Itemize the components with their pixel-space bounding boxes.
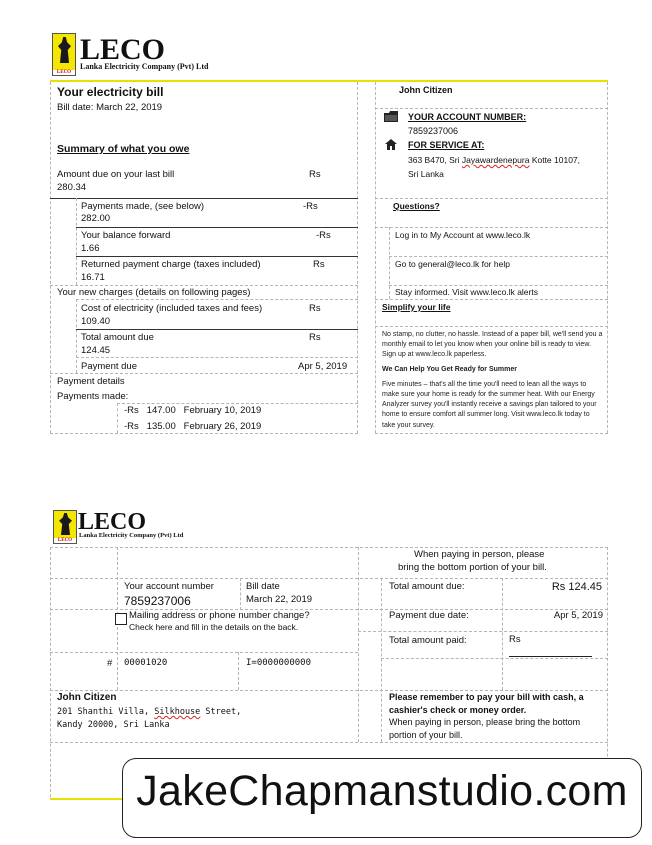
row-divider	[76, 329, 358, 330]
row-divider	[50, 285, 358, 286]
row-divider	[50, 742, 608, 743]
stub-address-part: 201 Shanthi Villa,	[57, 707, 155, 717]
stub-address-part: Street,	[200, 707, 242, 717]
cost-value: 109.40	[81, 316, 111, 327]
row-divider	[375, 326, 608, 327]
logo-label: LECO	[53, 70, 75, 75]
row-divider	[76, 299, 358, 300]
help-link-email[interactable]: Go to general@leco.lk for help	[395, 259, 510, 269]
service-address-part: Kotte 10107,	[529, 155, 581, 165]
stub-code-2: I=0000000000	[246, 658, 312, 668]
col-guide	[502, 578, 503, 690]
address-change-label: Mailing address or phone number change?	[129, 610, 310, 621]
simplify-heading: Simplify your life	[382, 302, 451, 312]
stub-code-1: 00001020	[124, 658, 168, 668]
stub-account-number: 7859237006	[124, 594, 191, 608]
payment-entry: -Rs 135.00 February 26, 2019	[124, 421, 262, 432]
col-guide	[358, 547, 359, 742]
last-bill-currency: Rs	[309, 169, 321, 180]
total-paid-input-line[interactable]	[509, 656, 592, 657]
stub-address-line-2: Kandy 20000, Sri Lanka	[57, 720, 170, 730]
folder-icon	[384, 111, 398, 125]
col-guide	[381, 578, 382, 742]
last-bill-value: 280.34	[57, 182, 87, 193]
indent-guide	[76, 299, 77, 373]
stub-total-due-label: Total amount due:	[389, 581, 465, 592]
account-number: 7859237006	[408, 126, 459, 136]
col-guide	[240, 578, 241, 610]
cost-label: Cost of electricity (included taxes and fees)	[81, 303, 263, 314]
payments-label: Payments made, (see below)	[81, 201, 205, 212]
brand-name: LECO	[80, 33, 166, 66]
summer-heading: We Can Help You Get Ready for Summer	[382, 366, 517, 373]
row-divider	[375, 227, 608, 228]
home-icon	[385, 139, 397, 153]
help-link-alerts[interactable]: Stay informed. Visit www.leco.lk alerts	[395, 287, 538, 297]
stub-account-label: Your account number	[124, 581, 214, 592]
stub-address-line-1	[57, 707, 241, 717]
balance-value: 1.66	[81, 243, 100, 254]
total-label: Total amount due	[81, 332, 154, 343]
stub-total-paid-currency: Rs	[509, 634, 521, 645]
help-link-account[interactable]: Log in to My Account at www.leco.lk	[395, 230, 531, 240]
stub-brand-name: LECO	[78, 509, 147, 535]
in-person-note-1: When paying in person, please	[414, 549, 545, 560]
returned-value: 16.71	[81, 272, 105, 283]
stub-payment-due-label: Payment due date:	[389, 610, 469, 621]
new-charges-label: Your new charges (details on following pages)	[57, 287, 251, 298]
row-divider	[358, 631, 608, 632]
stub-hash: #	[107, 658, 113, 669]
payments-value: 282.00	[81, 213, 111, 224]
account-heading: YOUR ACCOUNT NUMBER:	[408, 112, 527, 122]
paperless-paragraph: No stamp, no clutter, no hassle. Instead of a paper bill, we'll send you a monthly email to let you know when your online bill is ready to view. Sign up at www.leco.lk paperless.	[382, 331, 603, 359]
payments-currency: -Rs	[303, 201, 318, 212]
row-divider	[50, 198, 358, 199]
payments-made-label: Payments made:	[57, 391, 129, 402]
payment-due-date: Apr 5, 2019	[298, 361, 348, 372]
row-divider	[50, 578, 608, 579]
balance-currency: -Rs	[316, 230, 331, 241]
total-currency: Rs	[309, 332, 321, 343]
cost-currency: Rs	[309, 303, 321, 314]
remember-sub: When paying in person, please bring the bottom portion of your bill.	[389, 717, 581, 740]
row-divider	[50, 373, 358, 374]
row-divider	[375, 198, 608, 199]
logo-label: LECO	[54, 538, 76, 543]
last-bill-label: Amount due on your last bill	[57, 169, 175, 180]
address-change-checkbox[interactable]	[115, 613, 127, 625]
questions-heading: Questions?	[393, 201, 440, 211]
stub-total-paid-label: Total amount paid:	[389, 635, 467, 646]
total-value: 124.45	[81, 345, 111, 356]
service-address-part: 363 B470, Sri	[408, 155, 462, 165]
returned-currency: Rs	[313, 259, 325, 270]
row-divider	[76, 227, 358, 228]
payment-entry: -Rs 147.00 February 10, 2019	[124, 405, 262, 416]
col-guide	[238, 652, 239, 690]
leco-logo	[52, 33, 76, 76]
leco-logo-stub	[53, 510, 77, 544]
in-person-note-2: bring the bottom portion of your bill.	[398, 562, 547, 573]
stub-bill-date: March 22, 2019	[246, 594, 313, 605]
row-divider	[375, 433, 608, 434]
row-divider	[381, 658, 608, 659]
indent-guide	[389, 227, 390, 299]
stub-payment-due: Apr 5, 2019	[553, 610, 603, 621]
row-divider	[375, 108, 608, 109]
row-divider	[375, 299, 608, 300]
row-divider	[76, 256, 358, 257]
stub-total-due: Rs 124.45	[551, 581, 602, 593]
stub-brand-subtitle: Lanka Electricity Company (Pvt) Ltd	[79, 532, 184, 539]
indent-guide	[117, 403, 118, 433]
returned-label: Returned payment charge (taxes included)	[81, 259, 261, 270]
payment-details-label: Payment details	[57, 376, 125, 387]
service-address-line-1	[408, 155, 580, 165]
indent-guide	[76, 198, 77, 285]
row-divider	[389, 256, 608, 257]
bill-title: Your electricity bill	[57, 85, 164, 99]
stub-address-part: Silkhouse	[154, 707, 201, 717]
stub-bill-date-label: Bill date	[246, 581, 280, 592]
row-divider	[389, 285, 608, 286]
brand-subtitle: Lanka Electricity Company (Pvt) Ltd	[80, 62, 209, 71]
row-divider	[50, 433, 358, 434]
stub-customer-name: John Citizen	[57, 692, 117, 703]
address-change-sub: Check here and fill in the details on the back.	[129, 622, 299, 632]
row-divider	[76, 357, 358, 358]
service-address-line-2: Sri Lanka	[408, 169, 444, 179]
remember-note: Please remember to pay your bill with cash, a cashier's check or money order.	[389, 692, 584, 715]
row-divider	[50, 652, 358, 653]
payment-due-label: Payment due	[81, 361, 137, 372]
balance-label: Your balance forward	[81, 230, 171, 241]
bill-date: Bill date: March 22, 2019	[57, 102, 163, 113]
summary-heading: Summary of what you owe	[57, 143, 190, 155]
summer-paragraph: Five minutes – that's all the time you'll need to lean all the ways to make sure your home is ready for the summer heat. With our Energy Analyzer survey you'll instantly receive a savings plan tailored to your home to ensure comfort all summer long. Visit www.leco.lk today to take your survey.	[382, 381, 597, 429]
service-address-part: Jayawardenepura	[461, 155, 530, 165]
watermark-text: JakeChapmanstudio.com	[136, 767, 628, 815]
customer-name: John Citizen	[399, 85, 453, 95]
watermark-banner	[122, 758, 642, 838]
service-heading: FOR SERVICE AT:	[408, 140, 485, 150]
row-divider	[117, 403, 358, 404]
